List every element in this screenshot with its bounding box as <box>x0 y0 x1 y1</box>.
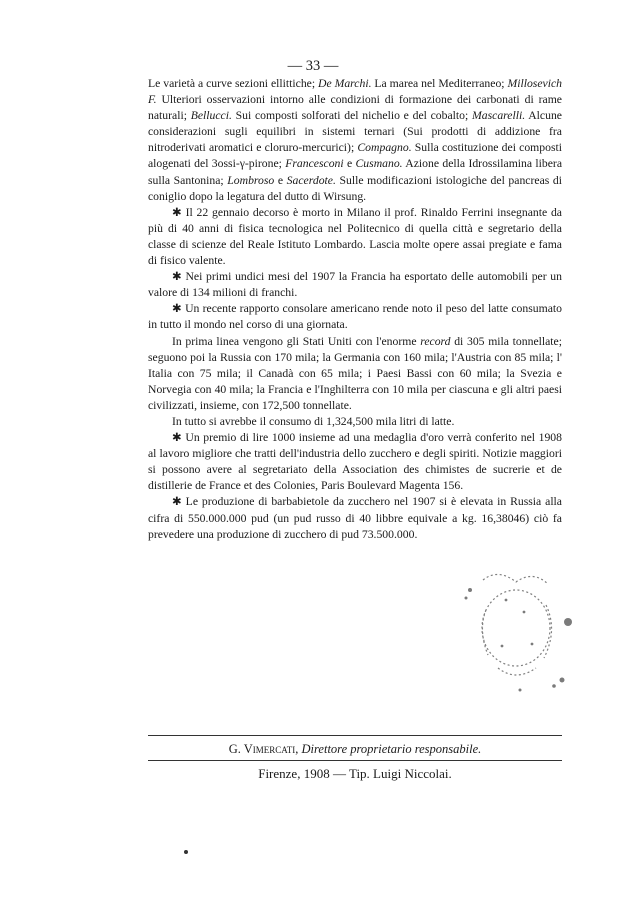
paragraph <box>148 334 562 414</box>
paragraph <box>148 205 562 269</box>
text-run: Le varietà a curve sezioni ellittiche; <box>148 77 319 90</box>
footer-editor <box>148 742 562 757</box>
paragraph <box>148 301 562 333</box>
text-run: In prima linea vengono gli Stati Uniti con l'enorme <box>172 334 421 348</box>
text-run: Sulle modificazioni istologiche del pancreas di coniglio dopo la legatura del dutto di Wirsung. <box>148 173 563 203</box>
page-number: — 33 — <box>287 58 339 74</box>
text-run: e <box>274 173 287 187</box>
italic-run: Francesconi <box>285 157 344 171</box>
article-body <box>148 76 562 543</box>
italic-run: Millosevich F. <box>148 77 562 107</box>
text-run: Sui composti solforati del nichelio e del cobalto; <box>231 109 473 123</box>
text-run: Ulteriori osservazioni intorno alle condizioni di formazione dei carbonati di rame naturali; <box>148 93 562 123</box>
paragraph <box>148 494 562 542</box>
footer-top-rule <box>148 735 562 736</box>
italic-run: Sacerdote. <box>286 173 336 187</box>
italic-run: record <box>420 334 451 348</box>
italic-run: Lombroso <box>227 173 275 187</box>
text-run: di 305 mila tonnellate; seguono poi la Russia con 170 mila; la Germania con 160 mila; l'Austria con 85 mila; l' Italia con 75 mila; il Canadà con 65 mila; i Paesi Bassi con 60 mila; la Svezia e Norvegia con 40 mila; la Francia e l'Inghilterra con 10 mila per ciascuna e gli altri paesi civilizzati, insieme, con 172,500 tonnellate. <box>148 334 562 412</box>
text-run: Alcune considerazioni sugli equilibri in sistemi ternari (Sui prodotti di addizione fra nitroderivati aromatici e cloruro-mercurici); <box>148 109 562 155</box>
paragraph <box>148 430 562 494</box>
italic-run: Bellucci. <box>190 109 232 123</box>
text-run: ✱ Un premio di lire 1000 insieme ad una medaglia d'oro verrà conferito nel 1908 al lavoro migliore che tratti dell'industria dello zucchero e degli spiriti. Notizie maggiori si possono avere al segretariato della Association des chimistes de sucrerie et de distillerie de France et des Colonies, Paris Boulevard Magenta 156. <box>148 431 562 493</box>
text-run: ✱ Nei primi undici mesi del 1907 la Francia ha esportato delle automobili per un valore di 134 milioni di franchi. <box>148 270 562 300</box>
paragraph <box>148 269 562 301</box>
text-run: Azione della Idrossilamina libera sulla Santonina; <box>148 157 563 187</box>
italic-run: Cusmano. <box>355 157 403 171</box>
footer-printer: Firenze, 1908 — Tip. Luigi Niccolai. <box>258 766 452 781</box>
text-run: La marea nel Mediterraneo; <box>371 77 508 90</box>
italic-run: De Marchi. <box>318 77 372 90</box>
text-run: ✱ Un recente rapporto consolare americano rende noto il peso del latte consumato in tutto il mondo nel corso di una giornata. <box>148 302 562 332</box>
text-run: e <box>343 157 356 171</box>
library-stamp <box>458 560 576 700</box>
editor-name: G. Vimercati, <box>228 742 299 756</box>
italic-run: Compagno. <box>357 141 412 155</box>
ink-speck <box>184 850 188 854</box>
editor-role: Direttore proprietario responsabile. <box>301 742 482 756</box>
text-run: ✱ Le produzione di barbabietole da zucchero nel 1907 si è elevata in Russia alla cifra di 550.000.000 pud (un pud russo di 40 libbre equivale a kg. 16,38046) ciò fa prevedere una produzione di zucchero di pud 73.500.000. <box>148 495 562 541</box>
text-run: Sulla costituzione dei composti alogenati del 3ossi-γ-pirone; <box>148 141 562 171</box>
italic-run: Mascarelli. <box>472 109 526 123</box>
text-run: ✱ Il 22 gennaio decorso è morto in Milano il prof. Rinaldo Ferrini insegnante da più di 40 anni di fisica tecnologica nel Politecnico di quella città e segretario della classe di scienze del Reale Istituto Lombardo. Lascia molte opere assai pregiate e fama di fisico valente. <box>148 205 562 268</box>
footer-middle-rule <box>148 760 562 761</box>
paragraph <box>148 76 562 205</box>
paragraph <box>148 414 562 430</box>
text-run: In tutto si avrebbe il consumo di 1,324,500 mila litri di latte. <box>172 414 455 428</box>
